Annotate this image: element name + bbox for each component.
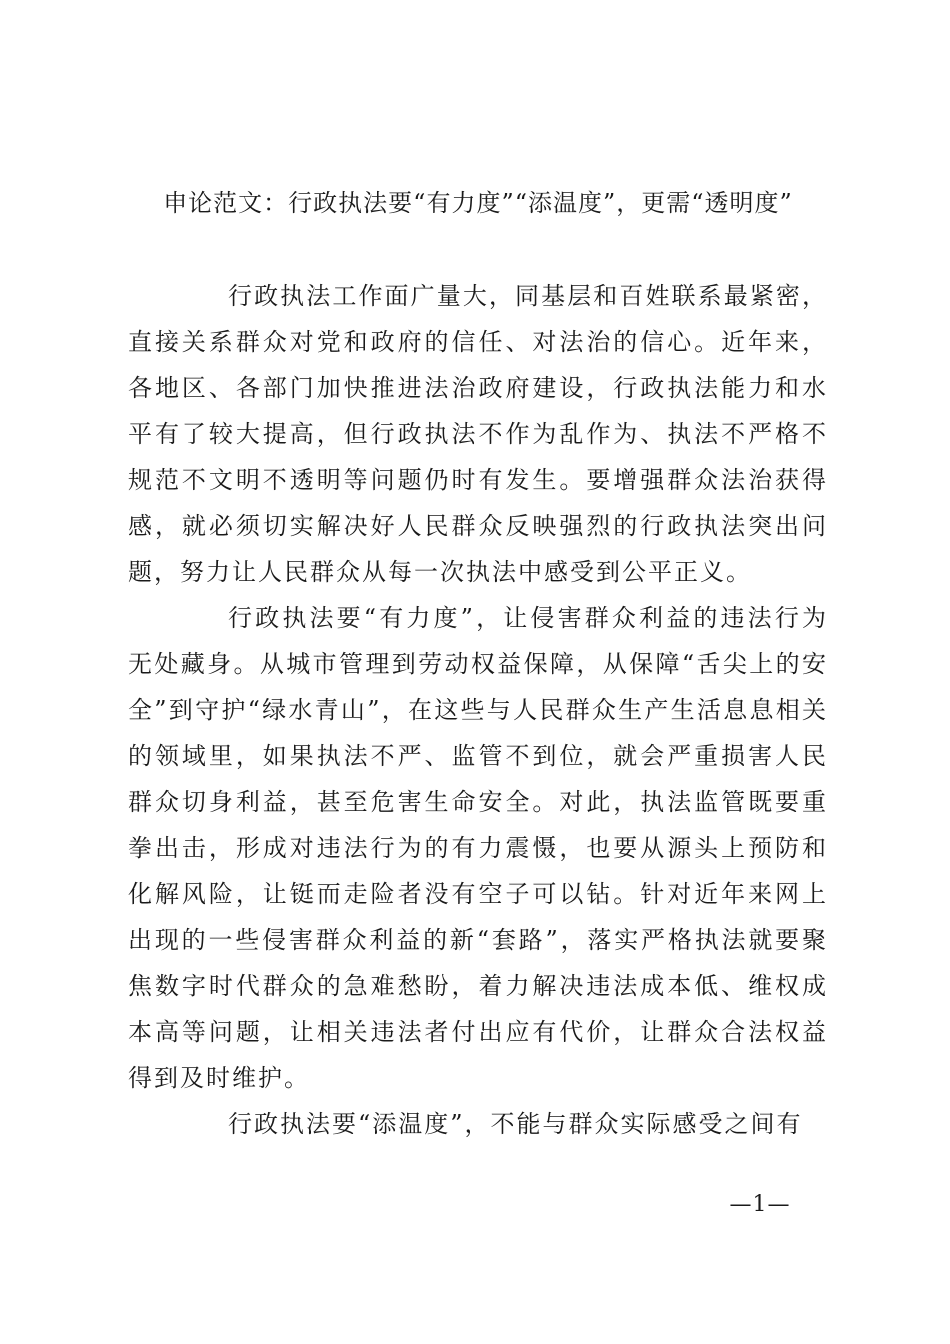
document-title: 申论范文：行政执法要“有力度”“添温度”，更需“透明度” — [163, 189, 793, 217]
page-number: —1— — [729, 1192, 791, 1217]
paragraph-warmth: 行政执法要“添温度”，不能与群众实际感受之间有 — [228, 1110, 803, 1138]
paragraph-intro: 行政执法工作面广量大，同基层和百姓联系最紧密，直接关系群众对党和政府的信任、对法治的信心。近年来，各地区、各部门加快推进法治政府建设，行政执法能力和水平有了较大提高，但行政执法不作为乱作为、执法不严格不规范不文明不透明等问题仍时有发生。要增强群众法治获得感，就必须切实解决好人民群众反映强烈的行政执法突出问题，努力让人民群众从每一次执法中感受到公平正义。 — [128, 282, 828, 586]
paragraph-strength: 行政执法要“有力度”，让侵害群众利益的违法行为无处藏身。从城市管理到劳动权益保障，从保障“舌尖上的安全”到守护“绿水青山”，在这些与人民群众生产生活息息相关的领域里，如果执法不严、监管不到位，就会严重损害人民群众切身利益，甚至危害生命安全。对此，执法监管既要重拳出击，形成对违法行为的有力震慑，也要从源头上预防和化解风险，让铤而走险者没有空子可以钻。针对近年来网上出现的一些侵害群众利益的新“套路”，落实严格执法就要聚焦数字时代群众的急难愁盼，着力解决违法成本低、维权成本高等问题，让相关违法者付出应有代价，让群众合法权益得到及时维护。 — [128, 604, 828, 1092]
document-body — [128, 273, 828, 1147]
